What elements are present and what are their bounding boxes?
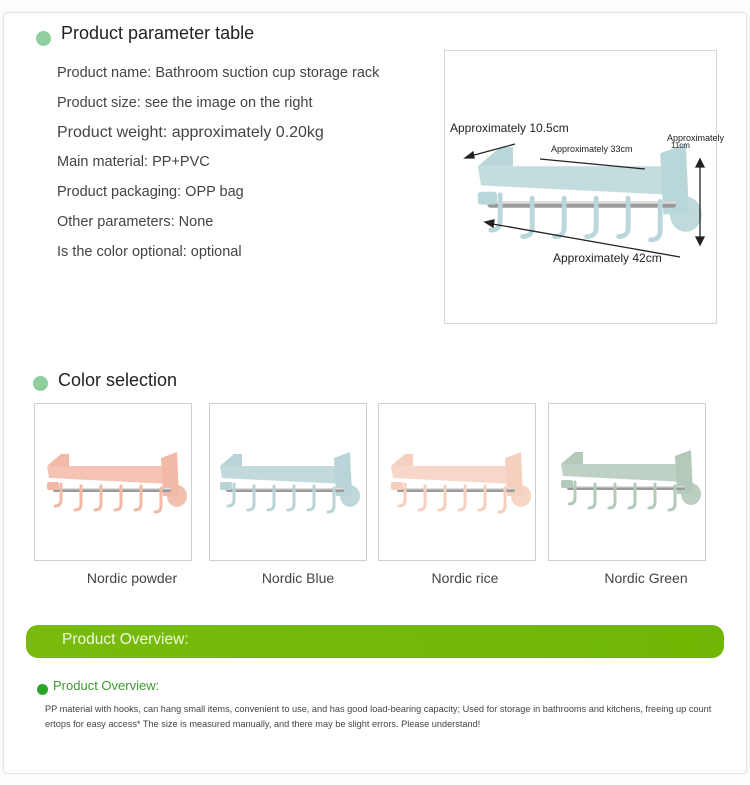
param-row: Product name: Bathroom suction cup storage rack (57, 65, 380, 81)
rack-image (549, 404, 707, 562)
color-label: Nordic Blue (261, 570, 335, 586)
color-label: Nordic powder (86, 570, 178, 586)
rack-image (478, 144, 702, 240)
color-option-nordic-blue[interactable] (209, 403, 367, 561)
param-row: Product size: see the image on the right (57, 95, 313, 111)
param-row: Is the color optional: optional (57, 244, 242, 260)
color-option-nordic-rice[interactable] (378, 403, 536, 561)
overview-banner-title: Product Overview: (62, 631, 189, 648)
height-label: Approximately (667, 133, 725, 143)
rack-image (379, 404, 537, 562)
rack-image (210, 404, 368, 562)
color-title: Color selection (58, 370, 178, 390)
color-label: Nordic Green (604, 570, 688, 586)
param-row: Product weight: approximately 0.20kg (57, 124, 324, 141)
arrow-head-icon (485, 220, 494, 227)
arrow-head-icon (465, 152, 474, 158)
color-option-nordic-green[interactable] (548, 403, 706, 561)
arrow-head-icon (696, 159, 704, 167)
total-length-label: Approximately 42cm (553, 251, 662, 265)
params-title: Product parameter table (61, 23, 255, 43)
section-bullet-icon (33, 376, 48, 391)
depth-label: Approximately 10.5cm (450, 121, 569, 135)
size-diagram (444, 50, 725, 324)
overview-text: PP material with hooks, can hang small items, convenient to use, and has good load-bearing capacity; Used for storage in bathrooms and kitchens, freeing up countertops for easy access* The size is measured manually, and there may be slight errors. Please understand! (45, 704, 712, 729)
rack-image (35, 404, 193, 562)
arrow-head-icon (696, 237, 704, 245)
height-label-value: 11cm (671, 141, 690, 150)
param-row: Main material: PP+PVC (57, 154, 210, 170)
color-label: Nordic rice (431, 570, 499, 586)
shelf-length-label: Approximately 33cm (551, 144, 633, 154)
overview-subtitle: Product Overview: (53, 678, 160, 693)
overview-bullet-icon (37, 684, 48, 695)
size-diagram-svg (445, 51, 725, 325)
overview-banner (26, 625, 724, 658)
param-row: Product packaging: OPP bag (57, 184, 244, 200)
section-bullet-icon (36, 31, 51, 46)
param-row: Other parameters: None (57, 214, 214, 230)
color-option-nordic-powder[interactable] (34, 403, 192, 561)
